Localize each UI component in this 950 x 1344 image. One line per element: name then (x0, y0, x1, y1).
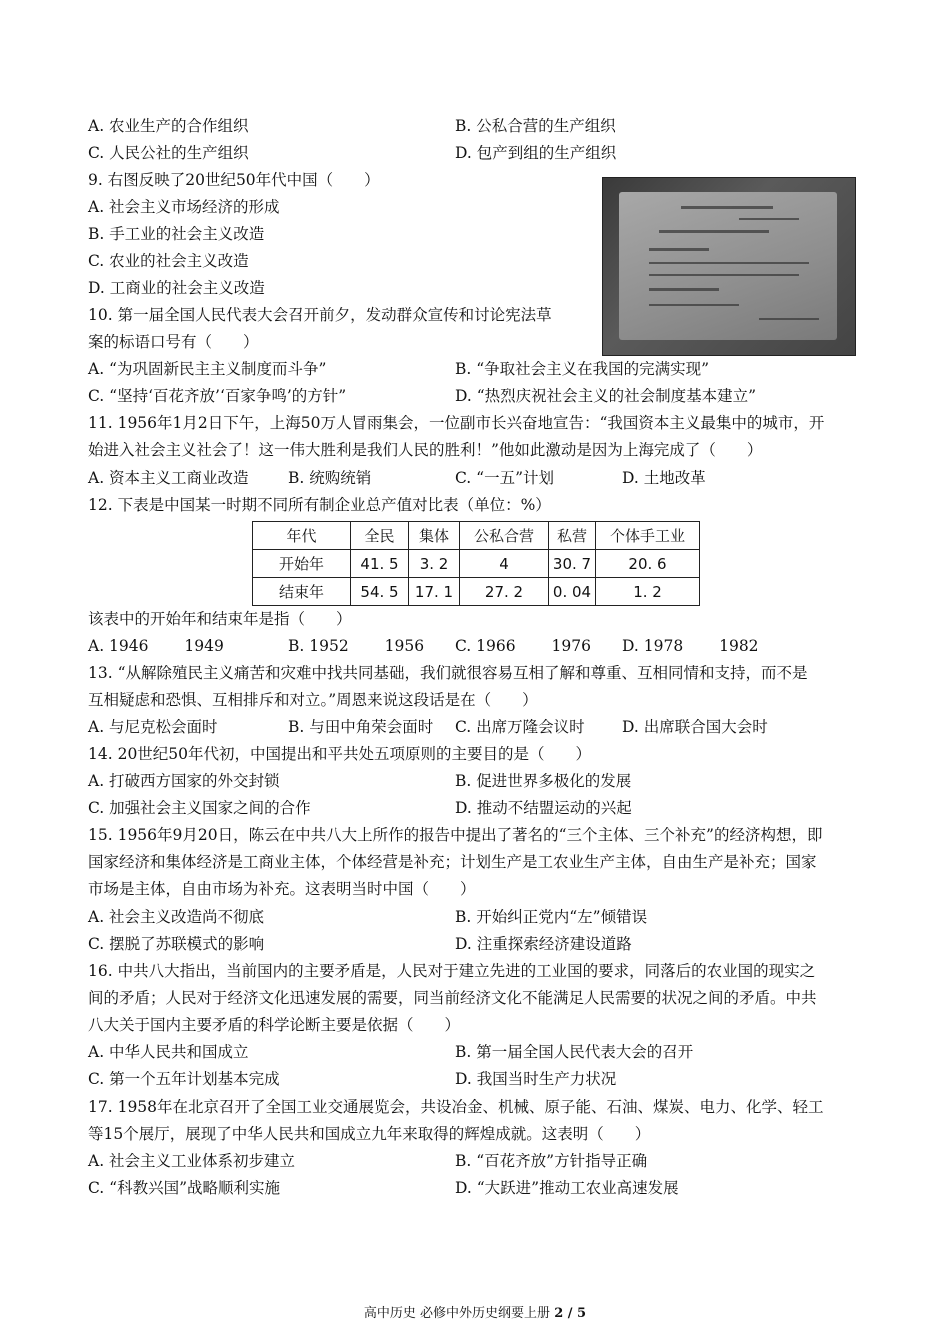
table-header-cell: 集体 (409, 522, 460, 550)
q9-option-c: C. 农业的社会主义改造 (88, 252, 249, 270)
q11-stem-line1: 11. 1956年1月2日下午，上海50万人冒雨集会，一位副市长兴奋地宣告：“我国资本主义最集中的城市，开 (88, 414, 825, 432)
q9-option-b: B. 手工业的社会主义改造 (88, 225, 265, 243)
table-cell: 1. 2 (596, 578, 700, 606)
q16-stem-line2: 间的矛盾；人民对于经济文化迅速发展的需要，同当前经济文化不能满足人民需要的状况之间的矛盾。中共 (88, 989, 817, 1007)
table-cell: 54. 5 (351, 578, 409, 606)
q14-option-a: A. 打破西方国家的外交封锁 (88, 772, 280, 790)
q15-option-a: A. 社会主义改造尚不彻底 (88, 908, 265, 926)
table-cell: 结束年 (253, 578, 351, 606)
table-header-cell: 个体手工业 (596, 522, 700, 550)
footer-text: 高中历史 必修中外历史纲要上册 (363, 1306, 555, 1321)
q9-option-d: D. 工商业的社会主义改造 (88, 279, 265, 297)
table-cell: 开始年 (253, 550, 351, 578)
q17-option-d: D. “大跃进”推动工农业高速发展 (455, 1179, 679, 1197)
q12-option-b: B. 1952 1956 (288, 637, 425, 655)
page-number: 2 / 5 (554, 1306, 587, 1321)
q17-option-a: A. 社会主义工业体系初步建立 (88, 1152, 296, 1170)
q14-option-d: D. 推动不结盟运动的兴起 (455, 799, 632, 817)
q11-stem-line2: 始进入社会主义社会了！这一伟大胜利是我们人民的胜利！”他如此激动是因为上海完成了（ ） (88, 441, 763, 459)
enterprise-output-table (252, 521, 700, 606)
q10-option-a: A. “为巩固新民主主义制度而斗争” (88, 360, 327, 378)
q17-option-b: B. “百花齐放”方针指导正确 (455, 1152, 648, 1170)
q13-option-c: C. 出席万隆会议时 (455, 718, 585, 736)
table-cell: 17. 1 (409, 578, 460, 606)
table-cell: 20. 6 (596, 550, 700, 578)
q10-option-c: C. “坚持‘百花齐放’‘百家争鸣’的方针” (88, 387, 347, 405)
table-row (253, 550, 700, 578)
q16-option-d: D. 我国当时生产力状况 (455, 1070, 617, 1088)
q16-option-b: B. 第一届全国人民代表大会的召开 (455, 1043, 694, 1061)
table-cell: 30. 7 (549, 550, 596, 578)
q16-stem-line1: 16. 中共八大指出，当前国内的主要矛盾是，人民对于建立先进的工业国的要求，同落后的农业国的现实之 (88, 962, 816, 980)
table-header-row (253, 522, 700, 550)
q8-option-a: A. 农业生产的合作组织 (88, 117, 249, 135)
q10-option-b: B. “争取社会主义在我国的完满实现” (455, 360, 710, 378)
q13-stem-line1: 13. “从解除殖民主义痛苦和灾难中找共同基础，我们就很容易互相了解和尊重、互相同情和支持，而不是 (88, 664, 808, 682)
q8-option-d: D. 包产到组的生产组织 (455, 144, 617, 162)
q11-option-c: C. “一五”计划 (455, 469, 555, 487)
table-cell: 27. 2 (460, 578, 549, 606)
q15-option-b: B. 开始纠正党内“左”倾错误 (455, 908, 648, 926)
q13-option-b: B. 与田中角荣会面时 (288, 718, 434, 736)
q14-stem: 14. 20世纪50年代初，中国提出和平共处五项原则的主要目的是（ ） (88, 745, 592, 763)
q12-option-c: C. 1966 1976 (455, 637, 591, 655)
table-cell: 41. 5 (351, 550, 409, 578)
table-header-cell: 公私合营 (460, 522, 549, 550)
q11-option-d: D. 土地改革 (622, 469, 706, 487)
q13-option-d: D. 出席联合国大会时 (622, 718, 768, 736)
certificate-card (619, 192, 837, 340)
q12-stem: 12. 下表是中国某一时期不同所有制企业总产值对比表（单位：%） (88, 496, 551, 514)
q8-option-c: C. 人民公社的生产组织 (88, 144, 249, 162)
q15-stem-line2: 国家经济和集体经济是工商业主体，个体经营是补充；计划生产是工农业生产主体，自由生产是补充；国家 (88, 853, 817, 871)
q11-option-a: A. 资本主义工商业改造 (88, 469, 249, 487)
q10-stem-line2: 案的标语口号有（ ） (88, 333, 259, 351)
page-footer (0, 1305, 950, 1323)
q8-option-b: B. 公私合营的生产组织 (455, 117, 616, 135)
q13-option-a: A. 与尼克松会面时 (88, 718, 218, 736)
table-header-cell: 私营 (549, 522, 596, 550)
q9-stem: 9. 右图反映了20世纪50年代中国（ ） (88, 171, 380, 189)
q17-stem-line2: 等15个展厅，展现了中华人民共和国成立九年来取得的辉煌成就。这表明（ ） (88, 1125, 651, 1143)
table-cell: 0. 04 (549, 578, 596, 606)
q12-question: 该表中的开始年和结束年是指（ ） (88, 610, 352, 628)
q13-stem-line2: 互相疑虑和恐惧、互相排斥和对立。”周恩来说这段话是在（ ） (88, 691, 538, 709)
table-header-cell: 全民 (351, 522, 409, 550)
q14-option-c: C. 加强社会主义国家之间的合作 (88, 799, 311, 817)
table-cell: 4 (460, 550, 549, 578)
q10-option-d: D. “热烈庆祝社会主义的社会制度基本建立” (455, 387, 757, 405)
table-cell: 3. 2 (409, 550, 460, 578)
table-header-cell: 年代 (253, 522, 351, 550)
q12-option-a: A. 1946 1949 (88, 637, 224, 655)
q15-stem-line1: 15. 1956年9月20日，陈云在中共八大上所作的报告中提出了著名的“三个主体、三个补充”的经济构想，即 (88, 826, 823, 844)
q12-option-d: D. 1978 1982 (622, 637, 759, 655)
q16-stem-line3: 八大关于国内主要矛盾的科学论断主要是依据（ ） (88, 1016, 461, 1034)
q11-option-b: B. 统购统销 (288, 469, 372, 487)
q17-option-c: C. “科教兴国”战略顺利实施 (88, 1179, 281, 1197)
certificate-photo (602, 177, 856, 356)
q9-option-a: A. 社会主义市场经济的形成 (88, 198, 280, 216)
q17-stem-line1: 17. 1958年在北京召开了全国工业交通展览会，共设冶金、机械、原子能、石油、煤炭、电力、化学、轻工 (88, 1098, 824, 1116)
q14-option-b: B. 促进世界多极化的发展 (455, 772, 632, 790)
q10-stem-line1: 10. 第一届全国人民代表大会召开前夕，发动群众宣传和讨论宪法草 (88, 306, 552, 324)
q16-option-a: A. 中华人民共和国成立 (88, 1043, 249, 1061)
q15-option-d: D. 注重探索经济建设道路 (455, 935, 632, 953)
q15-stem-line3: 市场是主体，自由市场为补充。这表明当时中国（ ） (88, 880, 476, 898)
q16-option-c: C. 第一个五年计划基本完成 (88, 1070, 280, 1088)
q15-option-c: C. 摆脱了苏联模式的影响 (88, 935, 265, 953)
table-row (253, 578, 700, 606)
